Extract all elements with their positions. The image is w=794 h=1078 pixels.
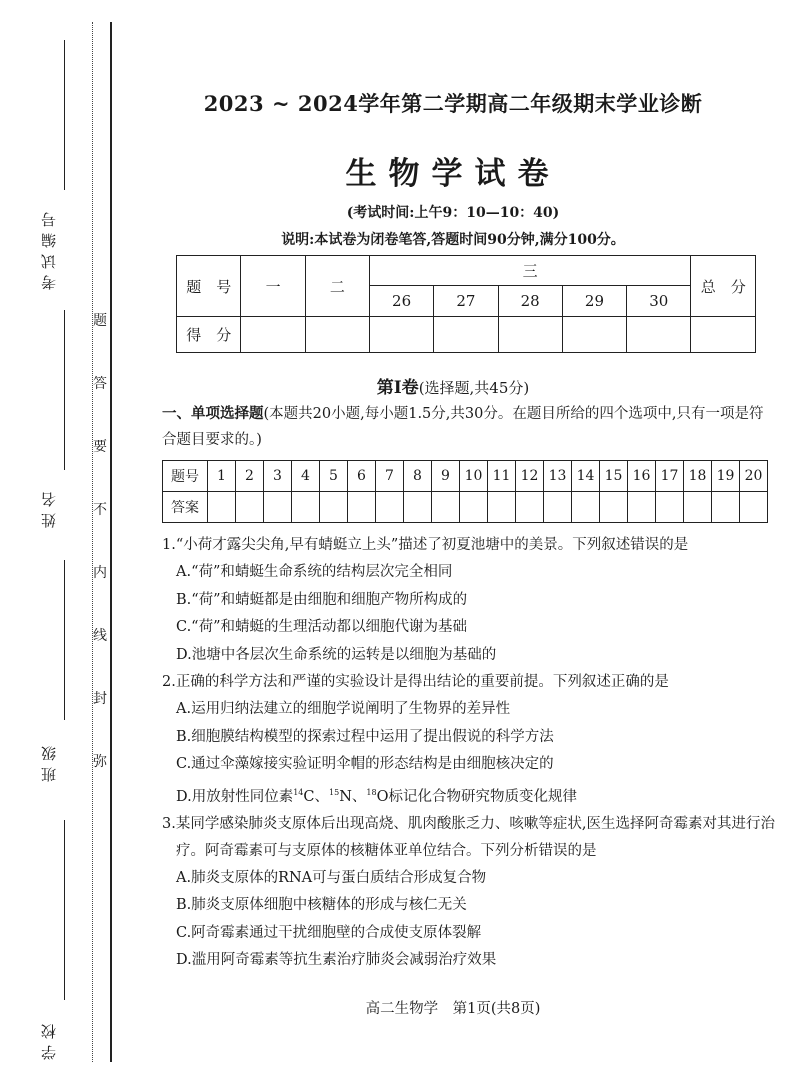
answer-grid-number: 3	[264, 461, 292, 492]
paper-title: 生物学试卷	[345, 156, 561, 192]
isotope-element: O标记化合物研究物质变化规律	[376, 788, 577, 805]
page-footer: 高二生物学 第1页(共8页)	[365, 1001, 541, 1017]
section-intro-text: (本题共20小题,每小题1.5分,共30分。在题目所给的四个选项中,只有一项是符合题目要求的。)	[162, 406, 764, 448]
option-c: C.“荷”和蜻蜓的生理活动都以细胞代谢为基础	[176, 619, 468, 635]
score-row-label-question: 题 号	[177, 256, 241, 317]
answer-grid-number: 17	[656, 461, 684, 492]
score-col-q29: 29	[562, 286, 626, 317]
answer-cell[interactable]	[264, 492, 292, 523]
option-d	[162, 779, 782, 811]
score-cell[interactable]	[562, 317, 626, 353]
answer-cell[interactable]	[516, 492, 544, 523]
answer-grid-number: 18	[684, 461, 712, 492]
answer-cell[interactable]	[376, 492, 404, 523]
option-c: C.阿奇霉素通过干扰细胞壁的合成使支原体裂解	[176, 924, 482, 941]
isotope-mass-number: 14	[293, 787, 304, 797]
section-intro	[162, 401, 772, 453]
exam-time: (考试时间:上午9：10—10：40)	[346, 205, 560, 221]
answer-cell[interactable]	[488, 492, 516, 523]
answer-grid-number: 13	[544, 461, 572, 492]
score-col-q27: 27	[434, 286, 498, 317]
binding-margin	[0, 0, 112, 1078]
answer-cell[interactable]	[572, 492, 600, 523]
name-label: 姓名	[40, 486, 58, 528]
question-stem: 2.正确的科学方法和严谨的实验设计是得出结论的重要前提。下列叙述正确的是	[162, 674, 669, 690]
answer-cell[interactable]	[320, 492, 348, 523]
answer-grid-number: 1	[208, 461, 236, 492]
seal-warning-char: 封	[93, 691, 107, 707]
score-cell[interactable]	[691, 317, 756, 353]
question-2	[162, 669, 782, 811]
score-cell[interactable]	[627, 317, 691, 353]
answer-cell[interactable]	[292, 492, 320, 523]
answer-grid-label-answer: 答案	[163, 492, 208, 523]
isotope-mass-number: 18	[366, 787, 377, 797]
answer-cell[interactable]	[208, 492, 236, 523]
score-col-section-3: 三	[369, 256, 690, 286]
answer-grid-number: 6	[348, 461, 376, 492]
answer-cell[interactable]	[404, 492, 432, 523]
score-cell[interactable]	[498, 317, 562, 353]
answer-grid-number: 4	[292, 461, 320, 492]
answer-grid	[162, 460, 768, 523]
option-c: C.通过伞藻嫁接实验证明伞帽的形态结构是由细胞核决定的	[176, 756, 554, 772]
isotope-mass-number: 15	[329, 787, 340, 797]
isotope-element: C、	[303, 788, 330, 805]
score-cell[interactable]	[241, 317, 305, 353]
questions	[162, 532, 782, 975]
question-stem: 3.某同学感染肺炎支原体后出现高烧、肌肉酸胀乏力、咳嗽等症状,医生选择阿奇霉素对其进行治疗。阿奇霉素可与支原体的核糖体亚单位结合。下列分析错误的是	[162, 815, 775, 859]
option-b: B.肺炎支原体细胞中核糖体的形成与核仁无关	[176, 897, 467, 914]
seal-warning-char: 弥	[93, 754, 107, 770]
class-label: 班级	[40, 740, 58, 782]
score-table	[176, 255, 756, 353]
seal-warning-char: 要	[93, 439, 107, 455]
answer-grid-number: 9	[432, 461, 460, 492]
answer-grid-number: 10	[460, 461, 488, 492]
exam-number-line	[64, 40, 65, 190]
class-line	[64, 560, 65, 720]
seal-warning-char: 线	[93, 628, 107, 644]
option-d-text: D.用放射性同位素	[176, 788, 294, 805]
answer-cell[interactable]	[460, 492, 488, 523]
answer-cell[interactable]	[656, 492, 684, 523]
answer-grid-number: 5	[320, 461, 348, 492]
question-stem: 1.“小荷才露尖尖角,早有蜻蜓立上头”描述了初夏池塘中的美景。下列叙述错误的是	[162, 537, 689, 553]
option-a: A.运用归纳法建立的细胞学说阐明了生物界的差异性	[176, 701, 511, 717]
answer-cell[interactable]	[712, 492, 740, 523]
option-b: B.细胞膜结构模型的探索过程中运用了提出假说的科学方法	[176, 728, 554, 745]
name-line	[64, 310, 65, 470]
answer-grid-number: 7	[376, 461, 404, 492]
score-col-section-1: 一	[241, 256, 305, 317]
option-a: A.肺炎支原体的RNA可与蛋白质结合形成复合物	[176, 869, 487, 886]
school-line	[64, 820, 65, 1000]
section-intro-bold: 一、单项选择题	[162, 405, 264, 422]
answer-grid-number: 2	[236, 461, 264, 492]
option-a: A.“荷”和蜻蜓生命系统的结构层次完全相同	[176, 564, 453, 580]
score-col-total: 总 分	[691, 256, 756, 317]
exam-number-label: 考试编号	[40, 206, 58, 290]
option-d: D.滥用阿奇霉素等抗生素治疗肺炎会减弱治疗效果	[176, 952, 497, 969]
option-b: B.“荷”和蜻蜓都是由细胞和细胞产物所构成的	[176, 591, 468, 608]
isotope-element: N、	[339, 788, 367, 805]
seal-warning-char: 答	[93, 376, 107, 392]
seal-warning-char: 题	[93, 313, 107, 329]
answer-cell[interactable]	[684, 492, 712, 523]
answer-grid-number: 11	[488, 461, 516, 492]
score-cell[interactable]	[369, 317, 433, 353]
answer-cell[interactable]	[236, 492, 264, 523]
score-col-section-2: 二	[305, 256, 369, 317]
score-cell[interactable]	[305, 317, 369, 353]
section-heading-sub: (选择题,共45分)	[418, 379, 530, 397]
answer-cell[interactable]	[432, 492, 460, 523]
seal-warning-char: 内	[93, 565, 107, 581]
section-heading	[112, 373, 794, 398]
score-col-q26: 26	[369, 286, 433, 317]
seal-line-dotted	[92, 22, 93, 1062]
answer-grid-label-number: 题号	[163, 461, 208, 492]
seal-warning-char: 不	[93, 502, 107, 518]
answer-cell[interactable]	[628, 492, 656, 523]
score-row-label-score: 得 分	[177, 317, 241, 353]
question-3	[162, 811, 782, 975]
section-heading-main: 第Ⅰ卷	[376, 378, 419, 398]
answer-grid-number: 12	[516, 461, 544, 492]
answer-cell[interactable]	[740, 492, 768, 523]
answer-grid-number: 15	[600, 461, 628, 492]
answer-cell[interactable]	[600, 492, 628, 523]
school-label: 学校	[40, 1018, 58, 1060]
instructions: 说明:本试卷为闭卷笔答,答题时间90分钟,满分100分。	[281, 232, 625, 248]
answer-grid-number: 20	[740, 461, 768, 492]
option-d: D.池塘中各层次生命系统的运转是以细胞为基础的	[176, 646, 497, 663]
answer-grid-number: 8	[404, 461, 432, 492]
score-cell[interactable]	[434, 317, 498, 353]
answer-grid-number: 16	[628, 461, 656, 492]
question-1	[162, 532, 782, 669]
score-col-q28: 28	[498, 286, 562, 317]
answer-cell[interactable]	[544, 492, 572, 523]
answer-grid-number: 19	[712, 461, 740, 492]
exam-series-title: 2023 ~ 2024学年第二学期高二年级期末学业诊断	[203, 91, 703, 116]
answer-grid-number: 14	[572, 461, 600, 492]
score-col-q30: 30	[627, 286, 691, 317]
answer-cell[interactable]	[348, 492, 376, 523]
